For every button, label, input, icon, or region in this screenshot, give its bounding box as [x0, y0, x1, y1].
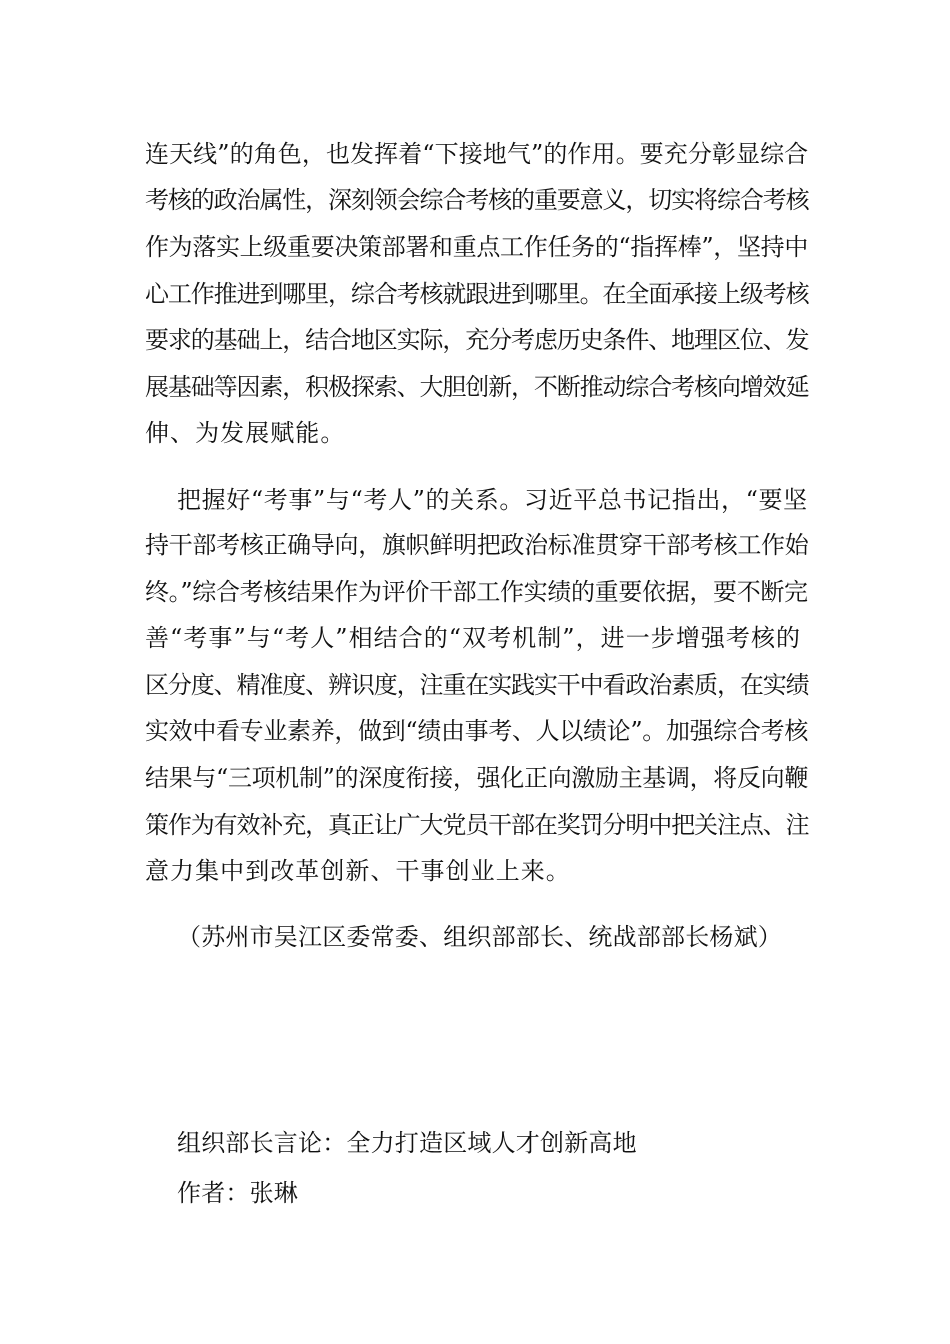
- paragraph-1-line-3: 作为落实上级重要决策部署和重点工作任务的“指挥棒”，坚持中: [145, 233, 808, 261]
- paragraph-1-line-1: 连天线”的角色，也发挥着“下接地气”的作用。要充分彰显综合: [145, 140, 809, 168]
- paragraph-2-line-3: 终。”综合考核结果作为评价干部工作实绩的重要依据，要不断完: [145, 578, 808, 606]
- paragraph-2-line-8: 策作为有效补充，真正让广大党员干部在奖罚分明中把关注点、注: [145, 811, 809, 839]
- paragraph-1-line-2: 考核的政治属性，深刻领会综合考核的重要意义，切实将综合考核: [145, 186, 809, 214]
- paragraph-2-line-5: 区分度、精准度、辨识度，注重在实践实干中看政治素质，在实绩: [145, 671, 809, 699]
- paragraph-1-line-7: 伸、为发展赋能。: [145, 419, 346, 447]
- next-article-author: 作者：张琳: [177, 1179, 298, 1207]
- paragraph-2-line-4: 善“考事”与“考人”相结合的“双考机制”，进一步增强考核的: [145, 624, 802, 652]
- paragraph-1-line-6: 展基础等因素，积极探索、大胆创新，不断推动综合考核向增效延: [145, 373, 809, 401]
- paragraph-2-line-2: 持干部考核正确导向，旗帜鲜明把政治标准贯穿干部考核工作始: [145, 531, 809, 559]
- paragraph-2-line-1: 把握好“考事”与“考人”的关系。习近平总书记指出，“要坚: [177, 486, 808, 514]
- paragraph-1-line-4: 心工作推进到哪里，综合考核就跟进到哪里。在全面承接上级考核: [145, 280, 809, 308]
- paragraph-2-line-7: 结果与“三项机制”的深度衔接，强化正向激励主基调，将反向鞭: [145, 764, 808, 792]
- paragraph-1-line-5: 要求的基础上，结合地区实际，充分考虑历史条件、地理区位、发: [145, 326, 809, 354]
- source-attribution: （苏州市吴江区委常委、组织部部长、统战部部长杨斌）: [177, 923, 782, 951]
- next-article-title: 组织部长言论：全力打造区域人才创新高地: [177, 1129, 637, 1157]
- paragraph-2-line-6: 实效中看专业素养，做到“绩由事考、人以绩论”。加强综合考核: [145, 717, 808, 745]
- paragraph-2-line-9: 意力集中到改革创新、干事创业上来。: [145, 857, 571, 885]
